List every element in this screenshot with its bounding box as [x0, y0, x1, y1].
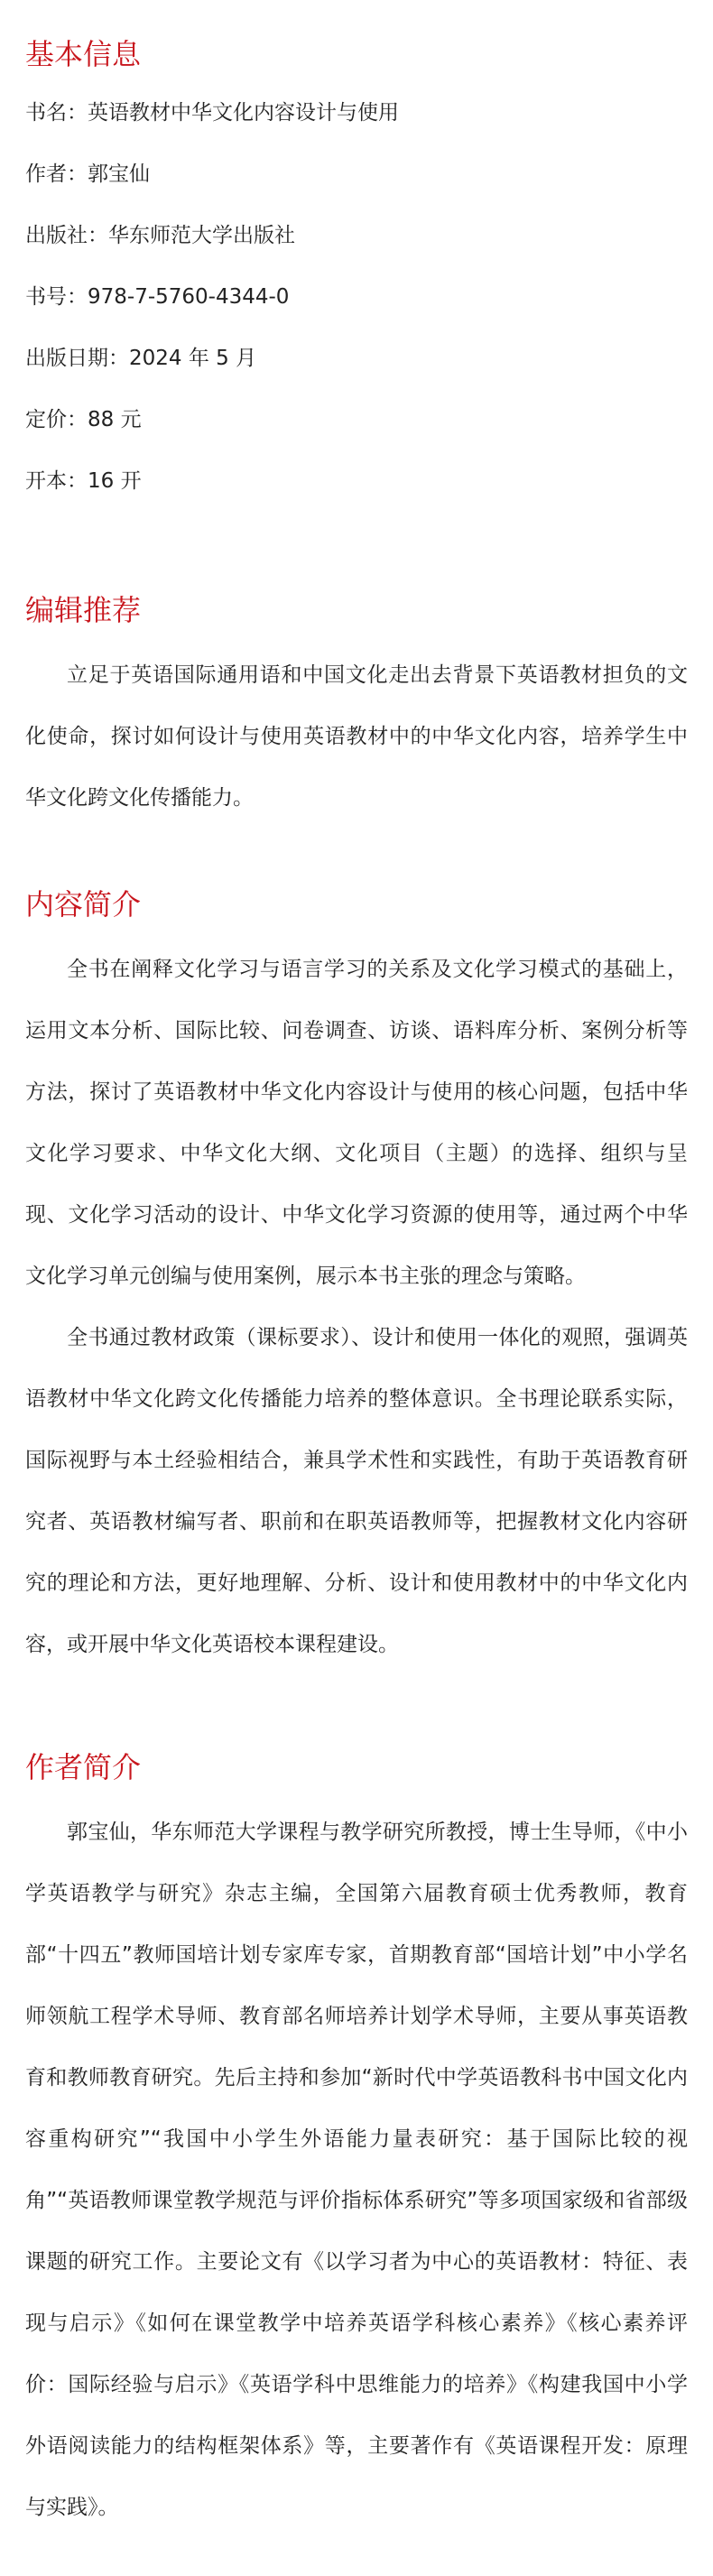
editor-recommend-section	[25, 590, 688, 829]
book-name-line: 书名：英语教材中华文化内容设计与使用	[25, 101, 399, 125]
summary-paragraph-1: 全书在阐释文化学习与语言学习的关系及文化学习模式的基础上，运用文本分析、国际比较、问卷调查、访谈、语料库分析、案例分析等方法，探讨了英语教材中华文化内容设计与使用的核心问题，包括中华文化学习要求、中华文化大纲、文化项目（主题）的选择、组织与呈现、文化学习活动的设计、中华文化学习资源的使用等，通过两个中华文化学习单元创编与使用案例，展示本书主张的理念与策略。	[25, 958, 688, 1288]
price-line: 定价：88 元	[25, 408, 142, 431]
publisher-line: 出版社：华东师范大学出版社	[25, 224, 295, 247]
author-intro-section	[25, 1747, 688, 2538]
basic-info-section	[25, 34, 399, 527]
content-summary-section	[25, 885, 688, 1675]
basic-info-list	[25, 97, 399, 496]
isbn-line: 书号：978-7-5760-4344-0	[25, 285, 290, 309]
editor-recommend-title: 编辑推荐	[25, 593, 142, 627]
author-intro-title: 作者简介	[25, 1750, 142, 1784]
recommend-paragraph: 立足于英语国际通用语和中国文化走出去背景下英语教材担负的文化使命，探讨如何设计与使用英语教材中的中华文化内容，培养学生中华文化跨文化传播能力。	[25, 663, 688, 810]
author-paragraph: 郭宝仙，华东师范大学课程与教学研究所教授，博士生导师，《中小学英语教学与研究》杂志主编，全国第六届教育硕士优秀教师，教育部“十四五”教师国培计划专家库专家，首期教育部“国培计划”中小学名师领航工程学术导师、教育部名师培养计划学术导师，主要从事英语教育和教师教育研究。先后主持和参加“新时代中学英语教科书中国文化内容重构研究”“我国中小学生外语能力量表研究：基于国际比较的视角”“英语教师课堂教学规范与评价指标体系研究”等多项国家级和省部级课题的研究工作。主要论文有《以学习者为中心的英语教材：特征、表现与启示》《如何在课堂教学中培养英语学科核心素养》《核心素养评价：国际经验与启示》《英语学科中思维能力的培养》《构建我国中小学外语阅读能力的结构框架体系》等，主要著作有《英语课程开发：原理与实践》。	[25, 1821, 688, 2519]
format-line: 开本：16 开	[25, 469, 142, 493]
basic-info-title: 基本信息	[25, 37, 142, 71]
content-summary-title: 内容简介	[25, 887, 142, 922]
publish-date-line: 出版日期：2024 年 5 月	[25, 347, 257, 370]
summary-paragraph-2: 全书通过教材政策（课标要求）、设计和使用一体化的观照，强调英语教材中华文化跨文化传播能力培养的整体意识。全书理论联系实际，国际视野与本土经验相结合，兼具学术性和实践性，有助于英语教育研究者、英语教材编写者、职前和在职英语教师等，把握教材文化内容研究的理论和方法，更好地理解、分析、设计和使用教材中的中华文化内容，或开展中华文化英语校本课程建设。	[25, 1326, 688, 1656]
author-line: 作者：郭宝仙	[25, 162, 150, 186]
